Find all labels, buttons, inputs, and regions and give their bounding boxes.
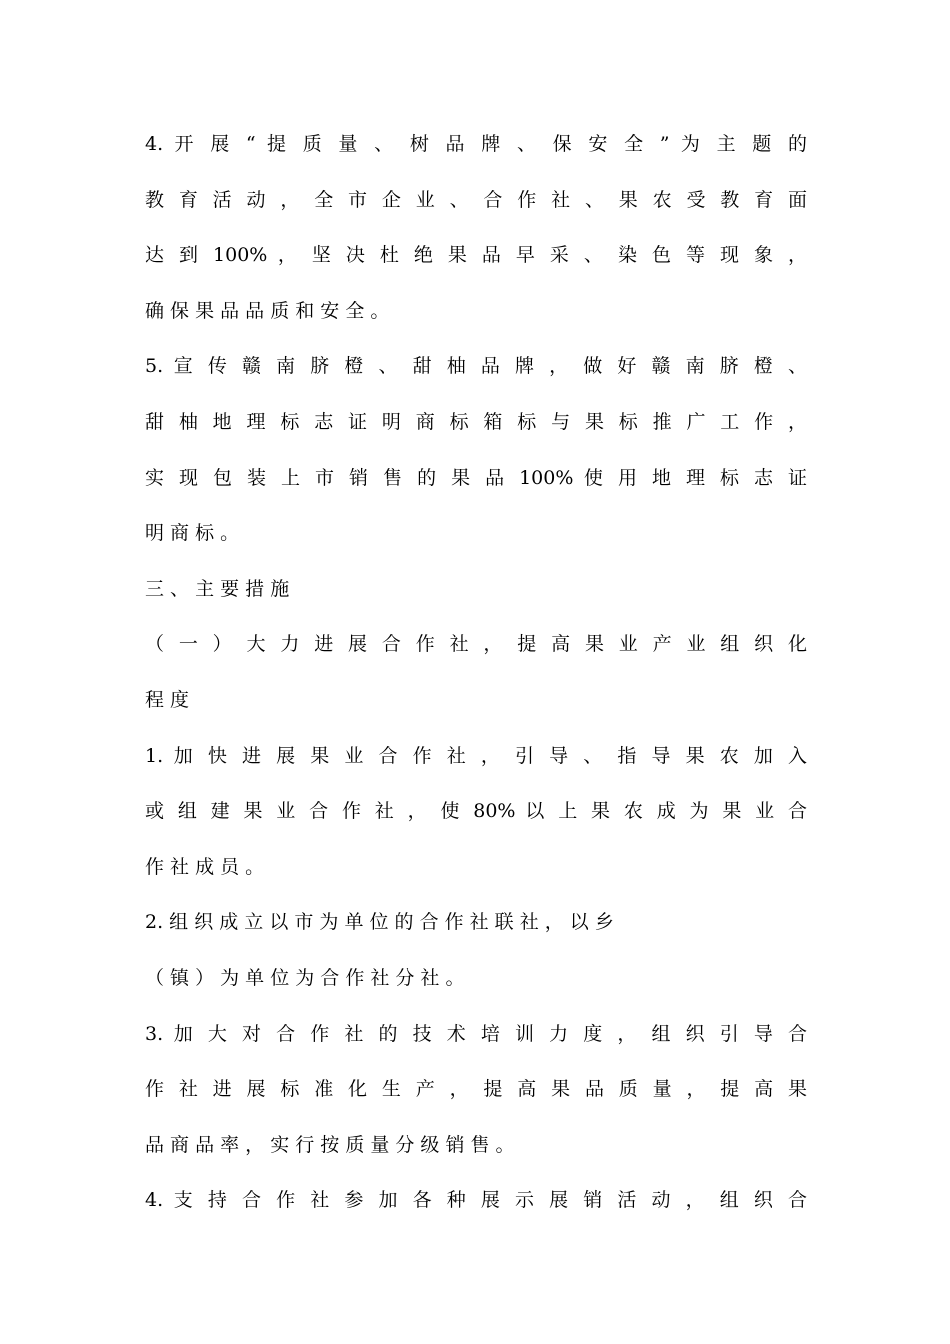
section-heading: 三 、 主 要 措 施 (145, 577, 290, 600)
text-line: 作 社 成 员 。 (145, 855, 265, 878)
text-line: 达 到 100% ， 坚 决 杜 绝 果 品 早 采 、 染 色 等 现 象 ， (145, 244, 807, 267)
text-line: 明 商 标 。 (145, 522, 240, 545)
subsection-heading: （ 一 ） 大 力 进 展 合 作 社 ， 提 高 果 业 产 业 组 织 化 (145, 633, 807, 656)
text-line: 实 现 包 装 上 市 销 售 的 果 品 100% 使 用 地 理 标 志 证 (145, 466, 807, 489)
text-line: 3. 加 大 对 合 作 社 的 技 术 培 训 力 度 ， 组 织 引 导 合 (145, 1022, 807, 1045)
text-line: 4. 支 持 合 作 社 参 加 各 种 展 示 展 销 活 动 ， 组 织 合 (145, 1189, 807, 1212)
text-line: 教 育 活 动 ， 全 市 企 业 、 合 作 社 、 果 农 受 教 育 面 (145, 188, 807, 211)
text-line: 1. 加 快 进 展 果 业 合 作 社 ， 引 导 、 指 导 果 农 加 入 (145, 744, 807, 767)
text-line: 品 商 品 率 ， 实 行 按 质 量 分 级 销 售 。 (145, 1133, 515, 1156)
text-line: 2. 组 织 成 立 以 市 为 单 位 的 合 作 社 联 社 ， 以 乡 (145, 911, 614, 934)
subsection-heading-continued: 程 度 (145, 688, 190, 711)
document-body (145, 117, 807, 1229)
text-line: 确 保 果 品 品 质 和 安 全 。 (145, 299, 390, 322)
text-line: 甜 柚 地 理 标 志 证 明 商 标 箱 标 与 果 标 推 广 工 作 ， (145, 410, 807, 433)
text-line: 作 社 进 展 标 准 化 生 产 ， 提 高 果 品 质 量 ， 提 高 果 (145, 1078, 807, 1101)
text-line: 4. 开 展 “ 提 质 量 、 树 品 牌 、 保 安 全 ” 为 主 题 的 (145, 133, 807, 155)
text-line: 5. 宣 传 赣 南 脐 橙 、 甜 柚 品 牌 ， 做 好 赣 南 脐 橙 、 (145, 355, 807, 378)
text-line: 或 组 建 果 业 合 作 社 ， 使 80% 以 上 果 农 成 为 果 业 合 (145, 800, 807, 823)
text-line: （ 镇 ） 为 单 位 为 合 作 社 分 社 。 (145, 966, 465, 989)
